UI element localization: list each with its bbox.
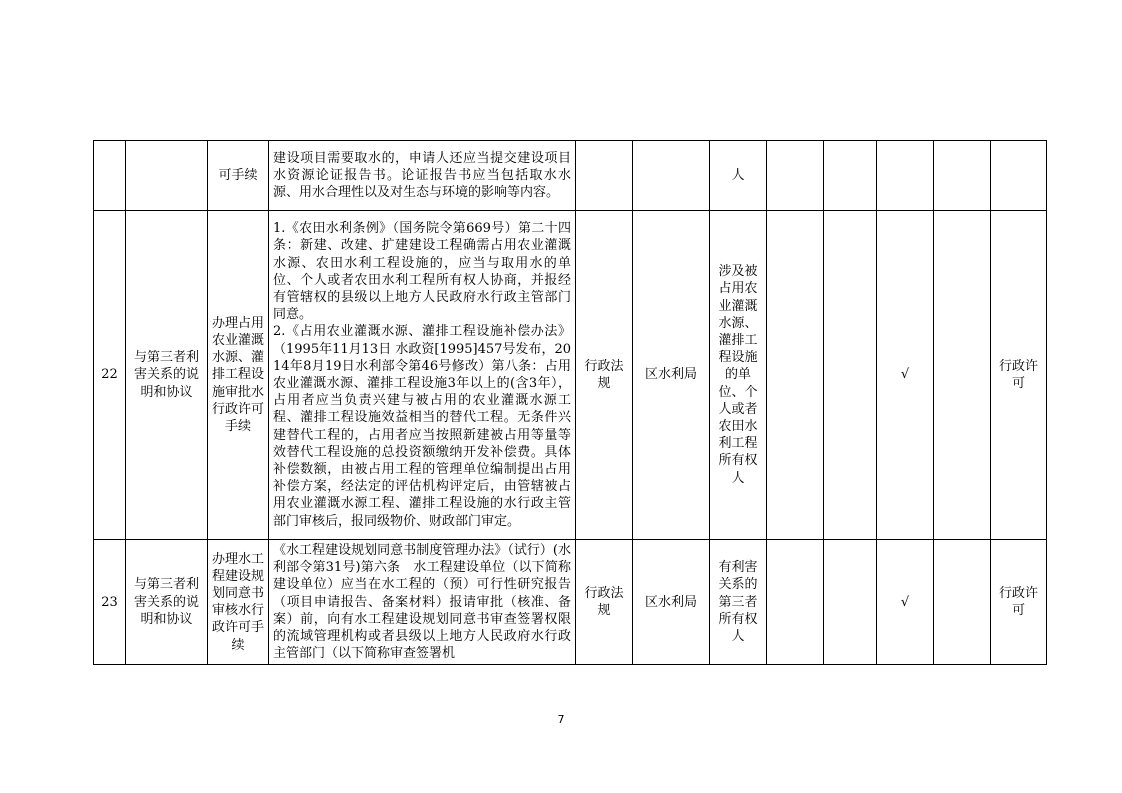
department: 区水利局 (633, 540, 710, 665)
table-row (94, 540, 1047, 665)
basis-type: 行政法规 (576, 211, 633, 540)
empty-cell (767, 141, 824, 211)
legal-basis (269, 141, 576, 211)
remark (991, 141, 1047, 211)
remark: 行政许可 (991, 540, 1047, 665)
table-row (94, 141, 1047, 211)
material-category: 与第三者利害关系的说明和协议 (126, 211, 208, 540)
empty-cell (767, 211, 824, 540)
empty-cell (934, 540, 991, 665)
empty-cell (767, 540, 824, 665)
empty-cell (824, 211, 877, 540)
basis-type (576, 141, 633, 211)
item-name: 办理占用农业灌溉水源、灌排工程设施审批水行政许可手续 (208, 211, 269, 540)
empty-cell (934, 211, 991, 540)
row-number: 22 (94, 211, 126, 540)
check-mark: √ (877, 540, 934, 665)
legal-basis-paragraph: 2.《占用农业灌溉水源、灌排工程设施补偿办法》（1995年11月13日 水政资[1995]457号发布，2014年8月19日水利部令第46号修改）第八条：占用农业灌溉水源、灌排工程设施3年以上的(含3年），占用者应当负责兴建与被占用的农业灌溉水源工程、灌排工程设施效益相当的替代工程。无条件兴建替代工程的，占用者应当按照新建被占用等量等效替代工程设施的总投资额缴纳开发补偿费。具体补偿数额，由被占用工程的管理单位编制提出占用补偿方案，经法定的评估机构评定后，由管辖被占用农业灌溉水源工程、灌排工程设施的水行政主管部门审核后，报同级物价、财政部门审定。 (273, 324, 571, 529)
page-number: 7 (557, 713, 565, 726)
material-category: 与第三者利害关系的说明和协议 (126, 540, 208, 665)
remark: 行政许可 (991, 211, 1047, 540)
table-row (94, 211, 1047, 540)
legal-basis-paragraph: 《水工程建设规划同意书制度管理办法》（试行）(水利部令第31号)第六条 水工程建设单位（以下简称建设单位）应当在水工程的（预）可行性研究报告（项目申请报告、备案材料）报请审批（核准、备案）前，向有水工程建设规划同意书审查签署权限的流域管理机构或者县级以上地方人民政府水行政主管部门（以下简称审查签署机 (273, 543, 571, 662)
department (633, 141, 710, 211)
provider: 人 (710, 141, 767, 211)
check-mark: √ (877, 211, 934, 540)
provider: 涉及被占用农业灌溉水源、灌排工程设施的单位、个人或者农田水利工程所有权人 (710, 211, 767, 540)
check-mark (877, 141, 934, 211)
item-name: 可手续 (208, 141, 269, 211)
empty-cell (824, 540, 877, 665)
legal-basis-paragraph: 1.《农田水利条例》（国务院令第669号）第二十四条：新建、改建、扩建建设工程确需占用农业灌溉水源、农田水利工程设施的，应当与取用水的单位、个人或者农田水利工程所有权人协商，并报经有管辖权的县级以上地方人民政府水行政主管部门同意。 (273, 221, 571, 323)
empty-cell (824, 141, 877, 211)
provider: 有利害关系的第三者所有权人 (710, 540, 767, 665)
row-number: 23 (94, 540, 126, 665)
department: 区水利局 (633, 211, 710, 540)
legal-basis (269, 211, 576, 540)
requirements-table (93, 140, 1047, 665)
item-name: 办理水工程建设规划同意书审核水行政许可手续 (208, 540, 269, 665)
basis-type: 行政法规 (576, 540, 633, 665)
row-number (94, 141, 126, 211)
legal-basis (269, 540, 576, 665)
empty-cell (934, 141, 991, 211)
material-category (126, 141, 208, 211)
legal-basis-paragraph: 建设项目需要取水的，申请人还应当提交建设项目水资源论证报告书。论证报告书应当包括取水水源、用水合理性以及对生态与环境的影响等内容。 (273, 150, 571, 201)
